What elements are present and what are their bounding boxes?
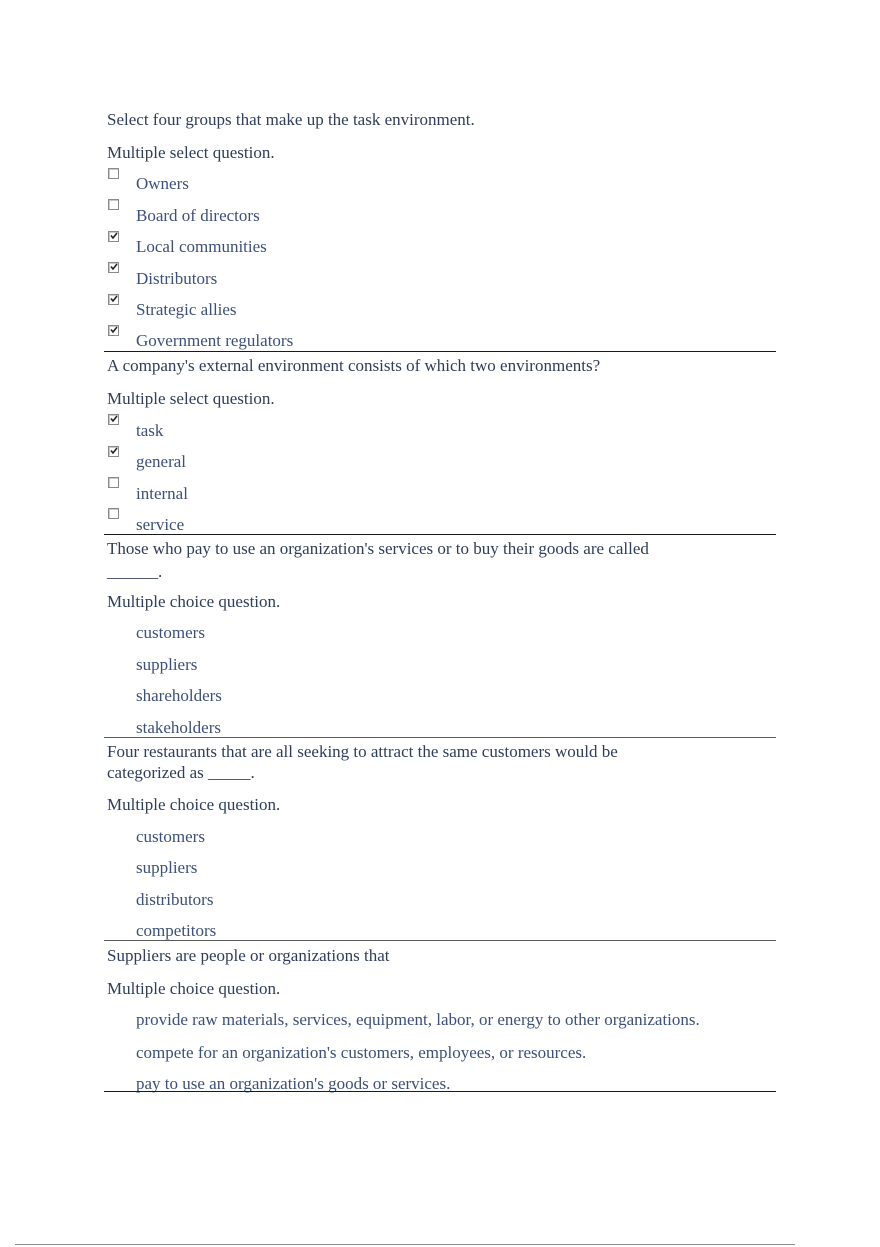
- answer-option[interactable]: suppliers: [136, 655, 198, 674]
- option-label: service: [136, 515, 185, 534]
- option-label: task: [136, 421, 164, 440]
- option-label: Local communities: [136, 237, 267, 256]
- option-label: Distributors: [136, 269, 218, 288]
- question-stem-line-2: ______.: [107, 562, 163, 581]
- question-stem: Suppliers are people or organizations that: [107, 946, 390, 965]
- divider: [104, 940, 776, 941]
- divider: [104, 351, 776, 352]
- checkbox-checked[interactable]: [108, 325, 119, 336]
- question-type: Multiple select question.: [107, 389, 275, 408]
- option-label: Government regulators: [136, 331, 294, 350]
- question-stem: Select four groups that make up the task environment.: [107, 110, 475, 129]
- page-footer-rule: [15, 1244, 795, 1245]
- answer-option[interactable]: suppliers: [136, 858, 198, 877]
- divider: [104, 534, 776, 535]
- question-type: Multiple select question.: [107, 143, 275, 162]
- checkbox-checked[interactable]: [108, 231, 119, 242]
- question-stem-line-2: categorized as _____.: [107, 763, 255, 782]
- answer-option[interactable]: competitors: [136, 921, 217, 940]
- checkbox-unchecked[interactable]: [108, 508, 119, 519]
- checkbox-unchecked[interactable]: [108, 168, 119, 179]
- option-label: Board of directors: [136, 206, 260, 225]
- checkmark-icon: [110, 326, 118, 334]
- checkmark-icon: [110, 295, 118, 303]
- question-5: [104, 944, 776, 1093]
- question-type: Multiple choice question.: [107, 592, 281, 611]
- option-label: general: [136, 452, 187, 471]
- answer-option[interactable]: customers: [136, 827, 205, 846]
- option-label: internal: [136, 484, 188, 503]
- divider: [104, 1091, 776, 1092]
- answer-option[interactable]: stakeholders: [136, 718, 221, 737]
- question-type: Multiple choice question.: [107, 979, 281, 998]
- checkbox-unchecked[interactable]: [108, 477, 119, 488]
- answer-option[interactable]: provide raw materials, services, equipment, labor, or energy to other organizations.: [136, 1010, 700, 1029]
- option-label: Strategic allies: [136, 300, 237, 319]
- checkbox-unchecked[interactable]: [108, 199, 119, 210]
- question-3: [104, 537, 776, 738]
- checkmark-icon: [110, 415, 118, 423]
- checkbox-checked[interactable]: [108, 262, 119, 273]
- question-stem: A company's external environment consists of which two environments?: [107, 356, 601, 375]
- question-stem-line-1: Those who pay to use an organization's services or to buy their goods are called: [107, 539, 649, 558]
- checkbox-checked[interactable]: [108, 446, 119, 457]
- answer-option[interactable]: pay to use an organization's goods or services.: [136, 1074, 451, 1093]
- question-1: [104, 108, 776, 352]
- checkmark-icon: [110, 232, 118, 240]
- answer-option[interactable]: customers: [136, 623, 205, 642]
- checkmark-icon: [110, 447, 118, 455]
- checkmark-icon: [110, 263, 118, 271]
- checkbox-checked[interactable]: [108, 414, 119, 425]
- checkbox-checked[interactable]: [108, 294, 119, 305]
- question-type: Multiple choice question.: [107, 795, 281, 814]
- question-4: [104, 740, 776, 941]
- answer-option[interactable]: distributors: [136, 890, 214, 909]
- option-label: Owners: [136, 174, 189, 193]
- question-2: [104, 354, 776, 535]
- answer-option[interactable]: shareholders: [136, 686, 222, 705]
- divider: [104, 737, 776, 738]
- question-stem-line-1: Four restaurants that are all seeking to attract the same customers would be: [107, 742, 618, 761]
- answer-option[interactable]: compete for an organization's customers, employees, or resources.: [136, 1043, 587, 1062]
